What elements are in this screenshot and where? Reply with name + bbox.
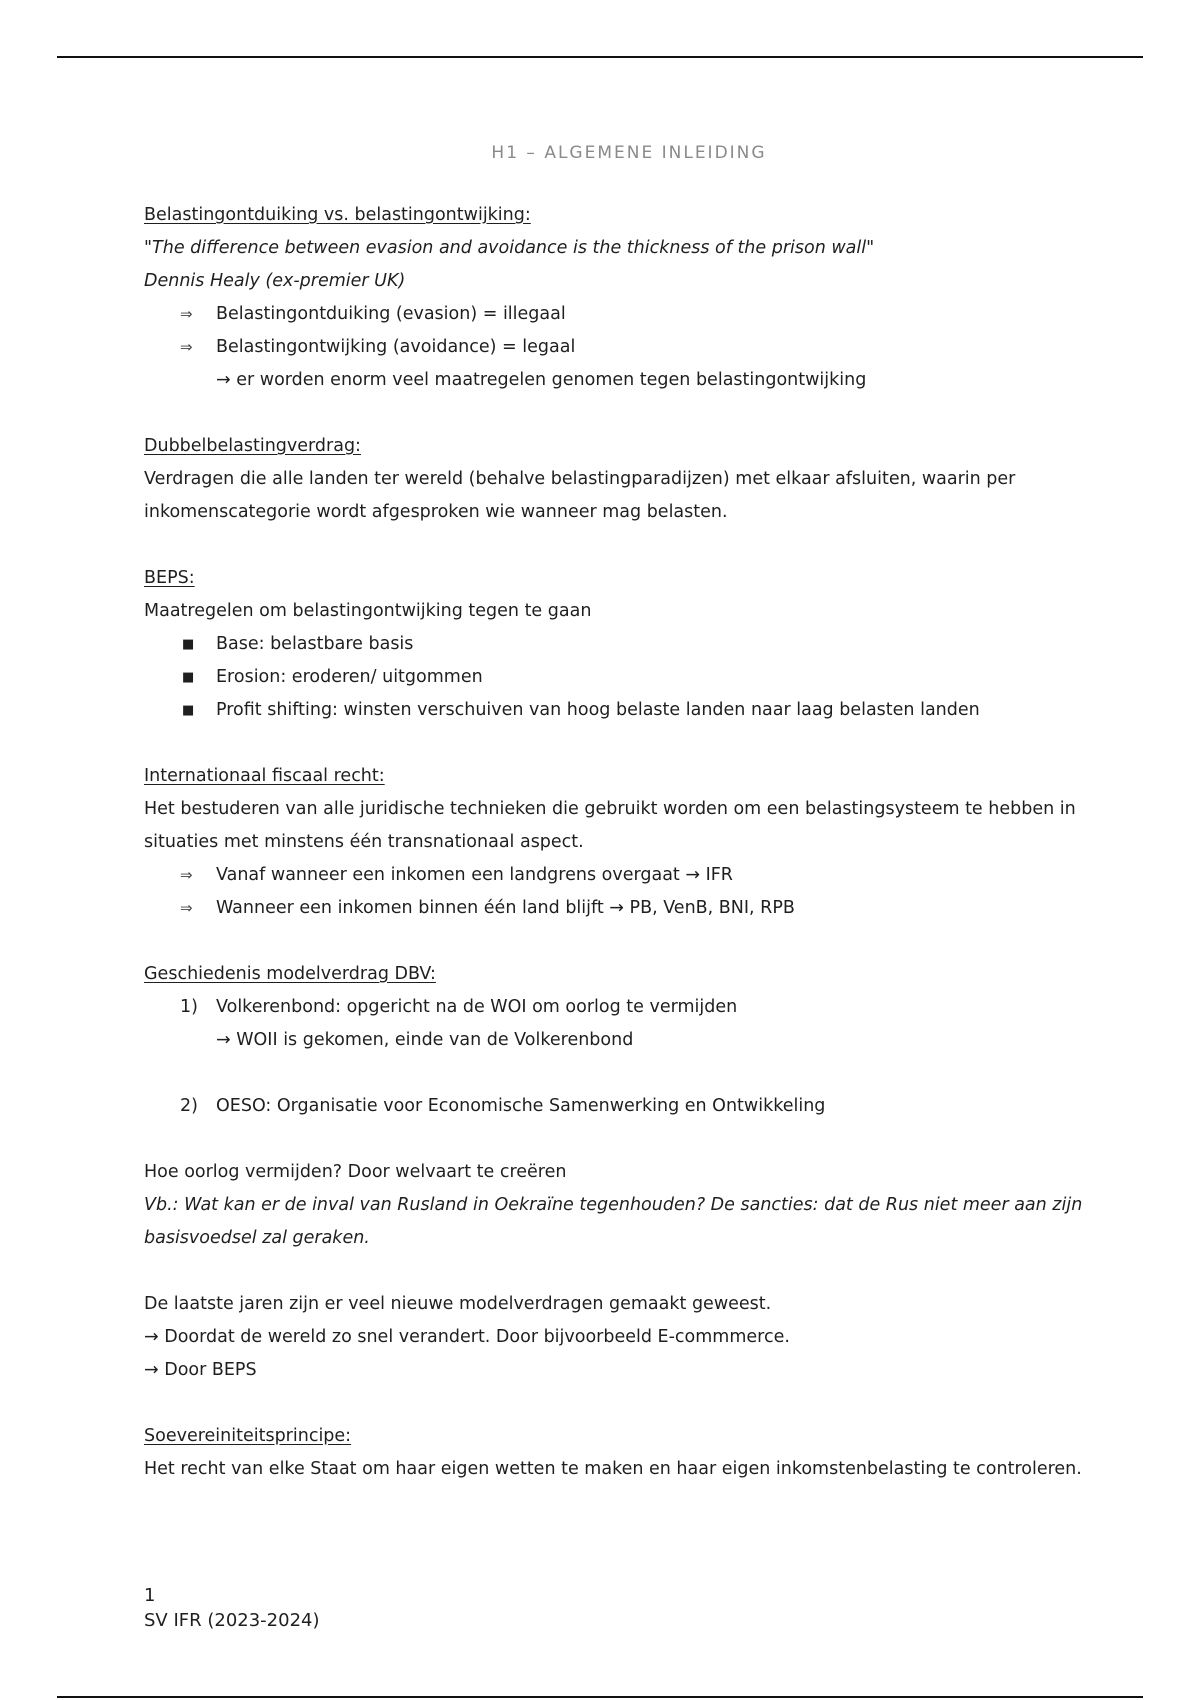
arrow-icon: ⇒ xyxy=(180,866,193,884)
section-heading-ifr: Internationaal fiscaal recht: xyxy=(144,766,385,786)
section-heading-beps: BEPS: xyxy=(144,568,195,588)
section-heading-evasion: Belastingontduiking vs. belastingontwijking: xyxy=(144,205,531,225)
arrow-icon: ⇒ xyxy=(180,338,193,356)
page-title: H1 – ALGEMENE INLEIDING xyxy=(491,143,767,163)
bullet-icon: ■ xyxy=(182,703,195,718)
section-heading-history: Geschiedenis modelverdrag DBV: xyxy=(144,964,436,984)
list-item: ⇒ Belastingontwijking (avoidance) = legaal xyxy=(144,331,1084,364)
footer-course: SV IFR (2023-2024) xyxy=(144,1610,320,1631)
models-text: De laatste jaren zijn er veel nieuwe modelverdragen gemaakt geweest. xyxy=(144,1294,772,1314)
ifr-text: Het bestuderen van alle juridische technieken die gebruikt worden om een belastingsysteem te hebben in situaties met minstens één transnationaal aspect. xyxy=(144,799,1076,852)
models-line-1: → Doordat de wereld zo snel verandert. Door bijvoorbeeld E-commmerce. xyxy=(144,1327,790,1347)
history-list xyxy=(144,991,1084,1024)
bullet-icon: ■ xyxy=(182,670,195,685)
list-item: 1) Volkerenbond: opgericht na de WOI om oorlog te vermijden xyxy=(144,991,1084,1024)
list-item: ⇒ Wanneer een inkomen binnen één land blijft → PB, VenB, BNI, RPB xyxy=(144,892,1084,925)
beps-list xyxy=(144,628,1084,727)
history-list-2 xyxy=(144,1090,1084,1123)
arrow-icon: ⇒ xyxy=(180,899,193,917)
page-number: 1 xyxy=(144,1585,156,1606)
list-item: ⇒ Vanaf wanneer een inkomen een landgrens overgaat → IFR xyxy=(144,859,1084,892)
section-heading-sovereignty: Soevereiniteitsprincipe: xyxy=(144,1426,352,1446)
list-item: ■ Base: belastbare basis xyxy=(144,628,1084,661)
list-item: 2) OESO: Organisatie voor Economische Samenwerking en Ontwikkeling xyxy=(144,1090,1084,1123)
list-item: ■ Profit shifting: winsten verschuiven van hoog belaste landen naar laag belasten landen xyxy=(144,694,1084,727)
bottom-rule xyxy=(57,1696,1143,1698)
top-rule xyxy=(57,56,1143,58)
dbv-text: Verdragen die alle landen ter wereld (behalve belastingparadijzen) met elkaar afsluiten, waarin per inkomenscategorie wordt afgesproken wie wanneer mag belasten. xyxy=(144,469,1016,522)
list-number: 1) xyxy=(180,997,198,1017)
arrow-icon: ⇒ xyxy=(180,305,193,323)
page-content xyxy=(144,140,1084,1486)
bullet-icon: ■ xyxy=(182,637,195,652)
section-heading-dbv: Dubbelbelastingverdrag: xyxy=(144,436,361,456)
quote: "The difference between evasion and avoidance is the thickness of the prison wall" xyxy=(144,238,875,258)
war-text: Hoe oorlog vermijden? Door welvaart te creëren xyxy=(144,1162,567,1182)
evasion-note: → er worden enorm veel maatregelen genomen tegen belastingontwijking xyxy=(216,370,867,390)
quote-author: Dennis Healy (ex-premier UK) xyxy=(144,271,406,291)
war-example: Vb.: Wat kan er de inval van Rusland in Oekraïne tegenhouden? De sancties: dat de Rus niet meer aan zijn basisvoedsel zal geraken. xyxy=(144,1195,1083,1248)
beps-text: Maatregelen om belastingontwijking tegen te gaan xyxy=(144,601,592,621)
sovereignty-text: Het recht van elke Staat om haar eigen wetten te maken en haar eigen inkomstenbelasting te controleren. xyxy=(144,1459,1082,1479)
list-item: ■ Erosion: eroderen/ uitgommen xyxy=(144,661,1084,694)
list-item: ⇒ Belastingontduiking (evasion) = illegaal xyxy=(144,298,1084,331)
models-line-2: → Door BEPS xyxy=(144,1360,257,1380)
ifr-list xyxy=(144,859,1084,925)
page-footer xyxy=(144,1583,320,1633)
list-number: 2) xyxy=(180,1096,198,1116)
evasion-list xyxy=(144,298,1084,364)
history-note: → WOII is gekomen, einde van de Volkerenbond xyxy=(216,1030,634,1050)
